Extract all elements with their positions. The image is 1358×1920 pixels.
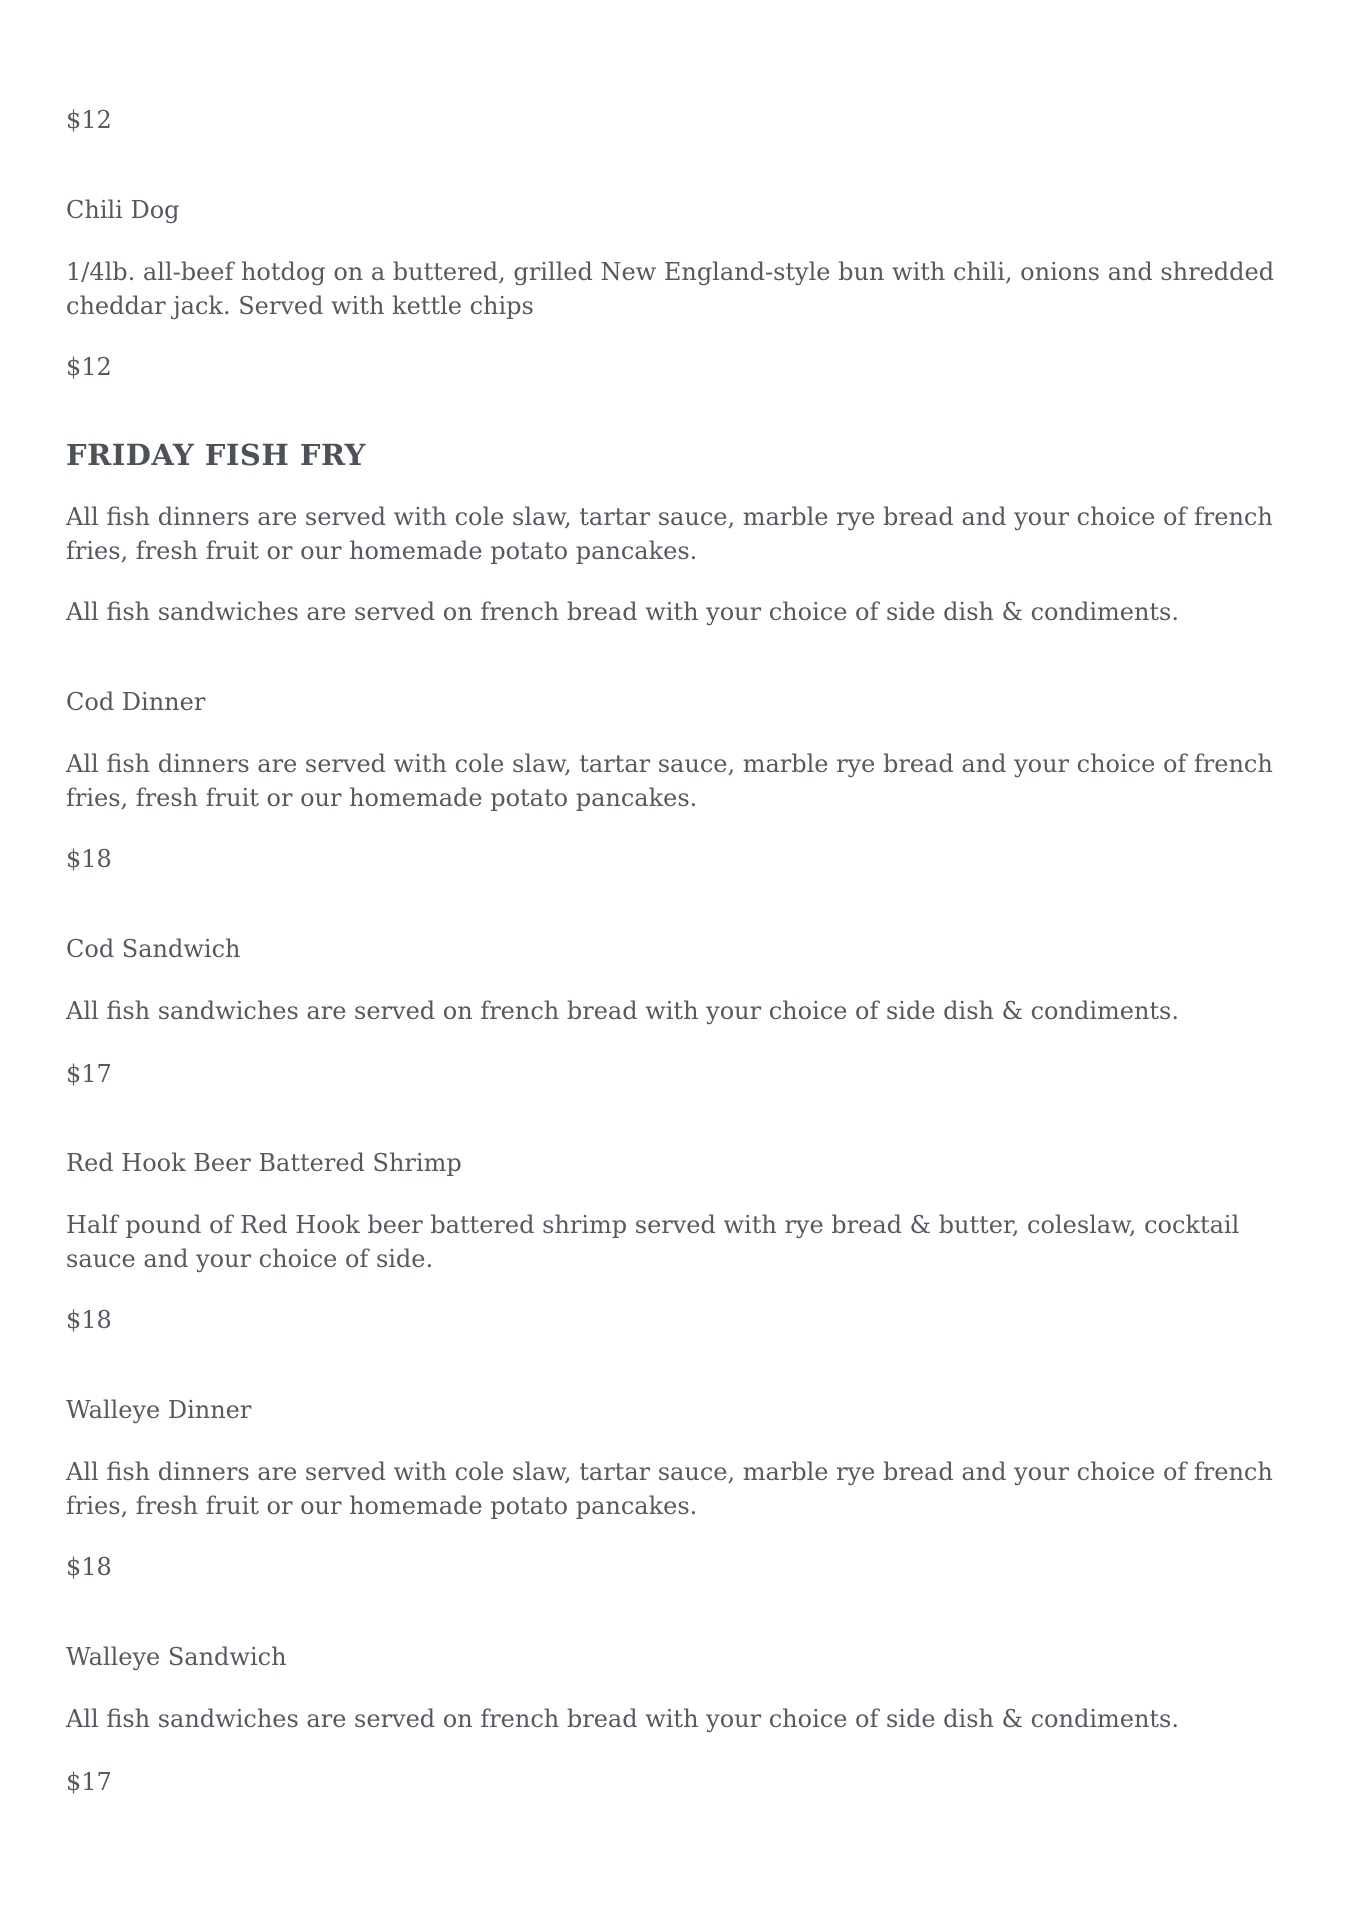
menu-item-chili-dog-description-block bbox=[66, 255, 1306, 323]
menu-item-name: Walleye Sandwich bbox=[66, 1643, 287, 1671]
menu-item-cod-dinner bbox=[66, 685, 1306, 719]
menu-item-name: Walleye Dinner bbox=[66, 1396, 252, 1424]
menu-item-name: Red Hook Beer Battered Shrimp bbox=[66, 1149, 462, 1177]
menu-item-price: $18 bbox=[66, 1306, 112, 1334]
menu-item-beer-battered-shrimp-price-block bbox=[66, 1303, 1306, 1337]
menu-item-cod-dinner-price-block bbox=[66, 842, 1306, 876]
menu-item-name: Cod Sandwich bbox=[66, 935, 241, 963]
menu-item-cod-sandwich bbox=[66, 932, 1306, 966]
menu-item-chili-dog-price-block bbox=[66, 350, 1306, 384]
menu-item-description: All fish sandwiches are served on french bread with your choice of side dish & condiments. bbox=[66, 1705, 1179, 1733]
menu-item-description: All fish dinners are served with cole slaw, tartar sauce, marble rye bread and your choice of french fries, fresh fruit or our homemade potato pancakes. bbox=[66, 1458, 1273, 1520]
menu-item-walleye-sandwich bbox=[66, 1640, 1306, 1674]
section-friday-fish-fry bbox=[66, 435, 1306, 475]
menu-item-walleye-dinner-price-block bbox=[66, 1550, 1306, 1584]
menu-item-walleye-dinner bbox=[66, 1393, 1306, 1427]
menu-item-price: $12 bbox=[66, 106, 112, 134]
menu-item-description: All fish sandwiches are served on french bread with your choice of side dish & condiments. bbox=[66, 997, 1179, 1025]
menu-item-price: $18 bbox=[66, 845, 112, 873]
menu-item-description: All fish dinners are served with cole slaw, tartar sauce, marble rye bread and your choice of french fries, fresh fruit or our homemade potato pancakes. bbox=[66, 750, 1273, 812]
section-intro-dinners: All fish dinners are served with cole slaw, tartar sauce, marble rye bread and your choice of french fries, fresh fruit or our homemade potato pancakes. bbox=[66, 503, 1273, 565]
menu-item-name: Cod Dinner bbox=[66, 688, 206, 716]
menu-item-price: $17 bbox=[66, 1768, 112, 1796]
menu-item-chili-dog bbox=[66, 193, 1306, 227]
menu-item-description: 1/4lb. all-beef hotdog on a buttered, grilled New England-style bun with chili, onions and shredded cheddar jack. Served with kettle chips bbox=[66, 258, 1275, 320]
menu-item-cod-sandwich-description-block bbox=[66, 994, 1306, 1028]
menu-item-price: $12 bbox=[66, 353, 112, 381]
menu-item-name: Chili Dog bbox=[66, 196, 180, 224]
section-intro-sandwiches: All fish sandwiches are served on french bread with your choice of side dish & condiments. bbox=[66, 598, 1179, 626]
section-intro-sandwiches-block bbox=[66, 595, 1306, 629]
menu-item-description: Half pound of Red Hook beer battered shrimp served with rye bread & butter, coleslaw, cocktail sauce and your choice of side. bbox=[66, 1211, 1240, 1273]
menu-item-walleye-sandwich-description-block bbox=[66, 1702, 1306, 1736]
menu-item-price: $17 bbox=[66, 1060, 112, 1088]
menu-item-beer-battered-shrimp bbox=[66, 1146, 1306, 1180]
menu-item-cod-sandwich-price-block bbox=[66, 1057, 1306, 1091]
menu-item-walleye-sandwich-price-block bbox=[66, 1765, 1306, 1799]
menu-item-price: $18 bbox=[66, 1553, 112, 1581]
menu-item-previous bbox=[66, 103, 1306, 137]
menu-item-cod-dinner-description-block bbox=[66, 747, 1306, 815]
menu-item-walleye-dinner-description-block bbox=[66, 1455, 1306, 1523]
section-title: FRIDAY FISH FRY bbox=[66, 438, 366, 472]
menu-item-beer-battered-shrimp-description-block bbox=[66, 1208, 1306, 1276]
section-intro-dinners-block bbox=[66, 500, 1306, 568]
